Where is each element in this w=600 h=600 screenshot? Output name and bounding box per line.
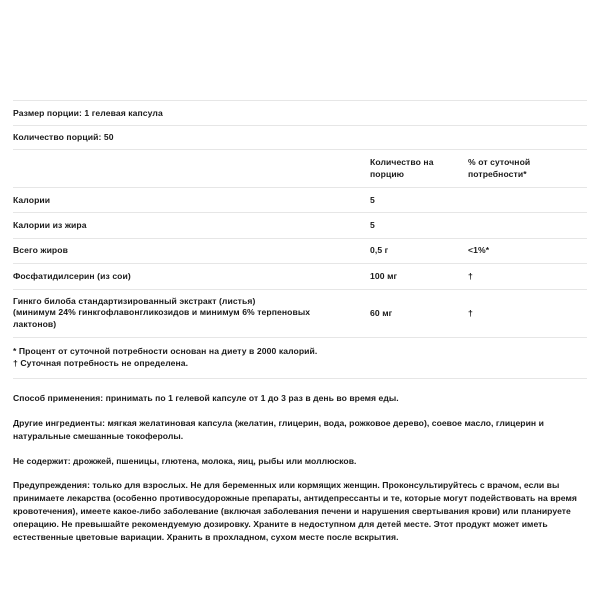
- nutrient-daily-value: <1%*: [468, 238, 587, 263]
- nutrient-name: Фосфатидилсерин (из сои): [13, 264, 370, 289]
- column-header-dv-line1: % от суточной: [468, 157, 531, 168]
- nutrient-name: [13, 289, 370, 337]
- nutrient-amount: 60 мг: [370, 289, 468, 337]
- warnings-text: Предупреждения: только для взрослых. Не для беременных или кормящих женщин. Проконсультируйтесь с врачом, если вы принимаете лекарства (особенно противосудорожные препараты, антидепрессанты и те, которые могут подействовать на время кровотечения), имеете какое-либо заболевание (включая заболевания печени и нарушения свертывания крови) или планируете операцию. Не превышайте рекомендуемую дозировку. Храните в недоступном для детей месте. Этот продукт может иметь естественные цветовые вариации. Хранить в прохладном, сухом месте после вскрытия.: [13, 480, 577, 543]
- table-header-row: [13, 150, 587, 188]
- spacer: [13, 379, 587, 392]
- serving-size-line: Размер порции: 1 гелевая капсула: [13, 107, 163, 118]
- free-of-text: Не содержит: дрожжей, пшеницы, глютена, молока, яиц, рыбы или моллюсков.: [13, 455, 357, 466]
- table-row: [13, 264, 587, 289]
- prose-block: [13, 392, 587, 544]
- nutrient-name: Калории из жира: [13, 213, 370, 238]
- nutrient-daily-value: †: [468, 264, 587, 289]
- nutrient-name-line1: Гинкго билоба стандартизированный экстракт (листья): [13, 295, 256, 306]
- footnote-daily-value-basis: * Процент от суточной потребности основан на диету в 2000 калорий.: [13, 345, 318, 356]
- column-header-amount-per-serving: [370, 150, 468, 188]
- table-row: [13, 213, 587, 238]
- nutrient-daily-value: [468, 213, 587, 238]
- spacer: [13, 443, 587, 455]
- nutrient-name-line3: лактонов): [13, 318, 57, 329]
- directions-text: Способ применения: принимать по 1 гелевой капсуле от 1 до 3 раз в день во время еды.: [13, 392, 399, 403]
- spacer: [13, 467, 587, 479]
- table-row: [13, 238, 587, 263]
- column-header-daily-value: [468, 150, 587, 188]
- nutrient-daily-value: [468, 188, 587, 213]
- other-ingredients-text: Другие ингредиенты: мягкая желатиновая капсула (желатин, глицерин, вода, рожковое дерево), соевое масло, глицерин и натуральные смешанные токоферолы.: [13, 417, 544, 441]
- nutrient-amount: 5: [370, 188, 468, 213]
- nutrient-amount: 100 мг: [370, 264, 468, 289]
- table-row: [13, 289, 587, 337]
- nutrient-name-line2: (минимум 24% гинкгофлавонгликозидов и минимум 6% терпеновых: [13, 307, 311, 318]
- column-header-amount-line2: порцию: [370, 168, 405, 179]
- footnote-dagger: † Суточная потребность не определена.: [13, 358, 189, 369]
- supplement-facts-panel: [0, 100, 600, 544]
- spacer: [13, 405, 587, 417]
- nutrient-name: Всего жиров: [13, 238, 370, 263]
- nutrient-daily-value: †: [468, 289, 587, 337]
- column-header-dv-line2: потребности*: [468, 168, 527, 179]
- footnotes-block: [13, 337, 587, 378]
- column-header-nutrient: [13, 150, 370, 188]
- nutrient-amount: 5: [370, 213, 468, 238]
- nutrient-name: Калории: [13, 188, 370, 213]
- supplement-facts-table: [13, 149, 587, 337]
- nutrient-amount: 0,5 г: [370, 238, 468, 263]
- column-header-amount-line1: Количество на: [370, 157, 434, 168]
- servings-per-container-line: Количество порций: 50: [13, 132, 114, 143]
- table-row: [13, 188, 587, 213]
